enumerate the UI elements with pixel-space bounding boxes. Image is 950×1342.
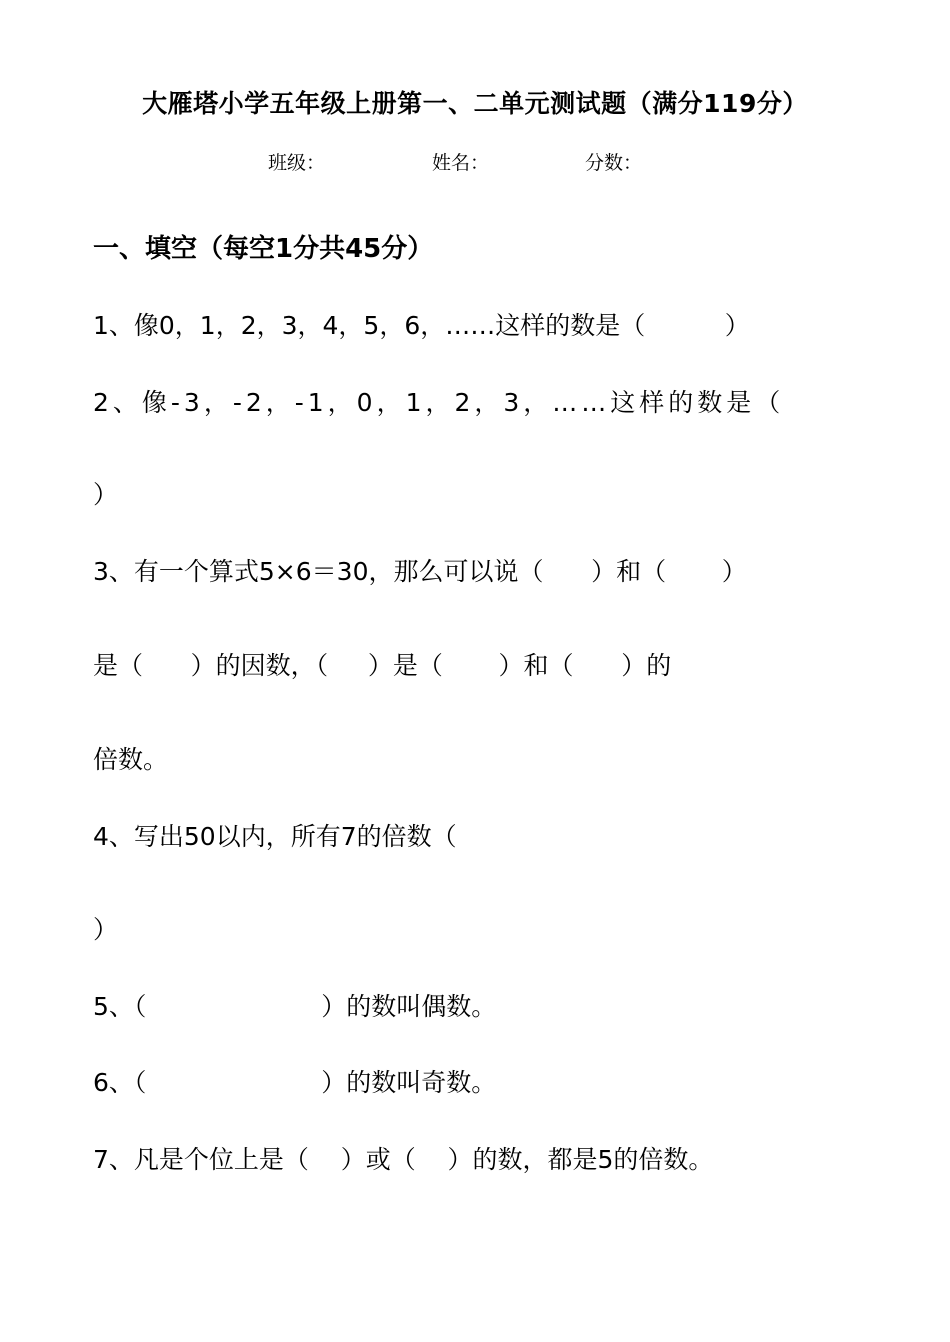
question-6: 6、（ ）的数叫奇数。 (93, 1068, 497, 1097)
question-5: 5、（ ）的数叫偶数。 (93, 992, 497, 1021)
class-label: 班级： (268, 152, 326, 174)
question-1: 1、像0，1，2，3，4，5，6，……这样的数是（ ） (93, 311, 750, 340)
question-4-continuation: ） (93, 915, 119, 944)
question-3: 3、有一个算式5×6＝30，那么可以说（ ）和（ ） (93, 557, 747, 586)
question-4: 4、写出50以内，所有7的倍数（ (93, 822, 457, 851)
score-label: 分数： (585, 152, 643, 174)
exam-title: 大雁塔小学五年级上册第一、二单元测试题（满分119分） (142, 89, 808, 118)
name-label: 姓名： (432, 152, 490, 174)
question-2: 2、像-3，-2，-1，0，1，2，3，……这样的数是（ (93, 388, 785, 417)
section-heading: 一、填空（每空1分共45分） (93, 234, 434, 264)
question-3-line-2: 是（ ）的因数，（ ）是（ ）和（ ）的 (93, 651, 672, 680)
question-2-continuation: ） (93, 480, 119, 509)
question-7: 7、凡是个位上是（ ）或（ ）的数，都是5的倍数。 (93, 1145, 714, 1174)
question-3-line-3: 倍数。 (93, 745, 169, 774)
